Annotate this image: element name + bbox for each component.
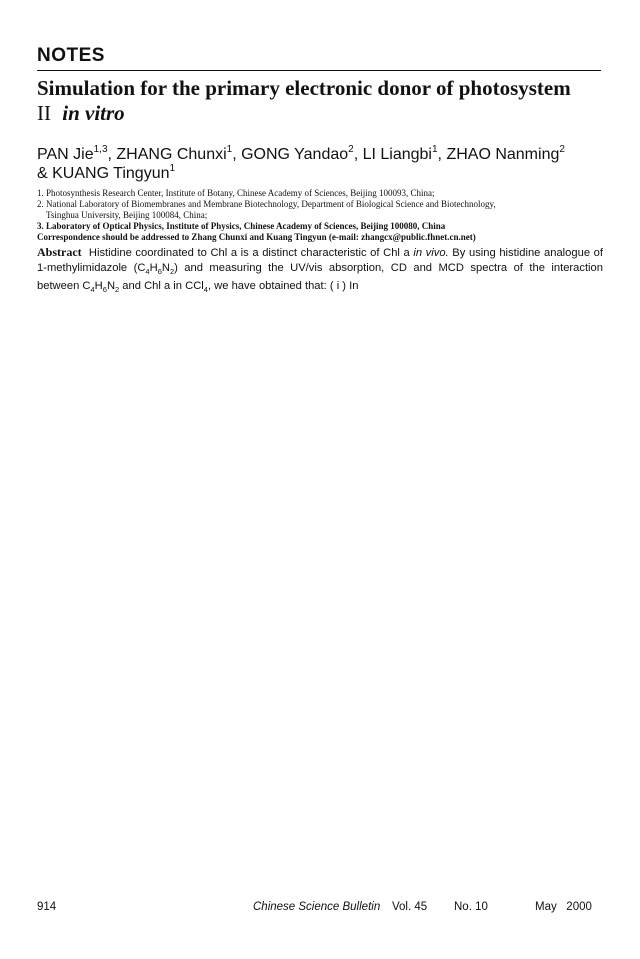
author-affil-sup: 1 — [431, 143, 438, 155]
affiliation-2-continued: Tsinghua University, Beijing 100084, China; — [46, 210, 208, 220]
author: ZHANG Chunxi — [116, 146, 227, 163]
page-footer — [37, 901, 603, 917]
issue-number: No. 10 — [454, 901, 488, 913]
author-affil-sup: 2 — [348, 143, 354, 155]
abstract-text: N — [161, 262, 170, 274]
author-separator: , — [353, 146, 363, 163]
formula-subscript: 2 — [115, 285, 120, 295]
author: GONG Yandao — [241, 146, 349, 163]
abstract-text: H — [149, 262, 158, 274]
abstract-text: By using histidine analogue of 1-methylimidazole (C — [37, 247, 603, 274]
author-affil-sup: 1 — [226, 143, 233, 155]
abstract — [37, 245, 603, 297]
author-affil-sup: 1,3 — [93, 143, 108, 155]
affiliation-2: 2. National Laboratory of Biomembranes and Membrane Biotechnology, Department of Biological Science and Biotechnology, — [37, 199, 496, 209]
affiliation-3: 3. Laboratory of Optical Physics, Institute of Physics, Chinese Academy of Sciences, Beijing 100080, China — [37, 221, 446, 231]
formula-subscript: 6 — [157, 267, 162, 277]
title-line1: Simulation for the primary electronic donor of photosystem — [37, 76, 571, 100]
author-affil-sup: 2 — [559, 143, 565, 155]
formula-subscript: 6 — [102, 285, 107, 295]
title-roman-numeral: II — [37, 101, 51, 125]
author-separator: , — [437, 146, 447, 163]
abstract-text: , we have obtained that: ( i ) In — [207, 280, 359, 293]
formula-subscript: 4 — [90, 285, 95, 295]
affiliation-1: 1. Photosynthesis Research Center, Institute of Botany, Chinese Academy of Sciences, Beijing 100093, China; — [37, 188, 435, 198]
volume: Vol. 45 — [392, 901, 428, 913]
author: PAN Jie — [37, 146, 94, 163]
header-rule — [37, 70, 601, 71]
formula-subscript: 4 — [203, 285, 208, 295]
section-label: NOTES — [37, 45, 105, 66]
abstract-text: N — [106, 280, 116, 293]
formula-subscript: 2 — [169, 267, 175, 277]
author-list — [37, 145, 607, 183]
journal-name: Chinese Science Bulletin — [253, 901, 381, 913]
article-title — [37, 76, 607, 126]
abstract-text: Histidine coordinated to Chl a is a distinct characteristic of Chl a — [88, 247, 414, 259]
author: ZHAO Nanming — [446, 146, 560, 163]
abstract-label: Abstract — [37, 245, 82, 259]
title-italic: in vitro — [62, 101, 125, 125]
affiliations — [37, 188, 603, 243]
correspondence: Correspondence should be addressed to Zhang Chunxi and Kuang Tingyun (e-mail: zhangcx@public.fhnet.cn.net) — [37, 232, 476, 242]
abstract-text: and Chl a in CCl — [119, 280, 204, 293]
issue-date: May 2000 — [535, 901, 592, 913]
abstract-text: ) and measuring the UV/vis absorption, CD and MCD spectra of the interaction between C — [37, 262, 603, 293]
formula-subscript: 4 — [145, 267, 150, 277]
author: & KUANG Tingyun — [37, 165, 170, 182]
abstract-italic: in vivo. — [413, 247, 449, 259]
page-number: 914 — [37, 901, 57, 913]
author-separator: , — [232, 146, 242, 163]
author-separator: , — [107, 146, 117, 163]
author-affil-sup: 1 — [169, 162, 176, 174]
abstract-text: H — [94, 280, 103, 293]
author: LI Liangbi — [362, 146, 432, 163]
